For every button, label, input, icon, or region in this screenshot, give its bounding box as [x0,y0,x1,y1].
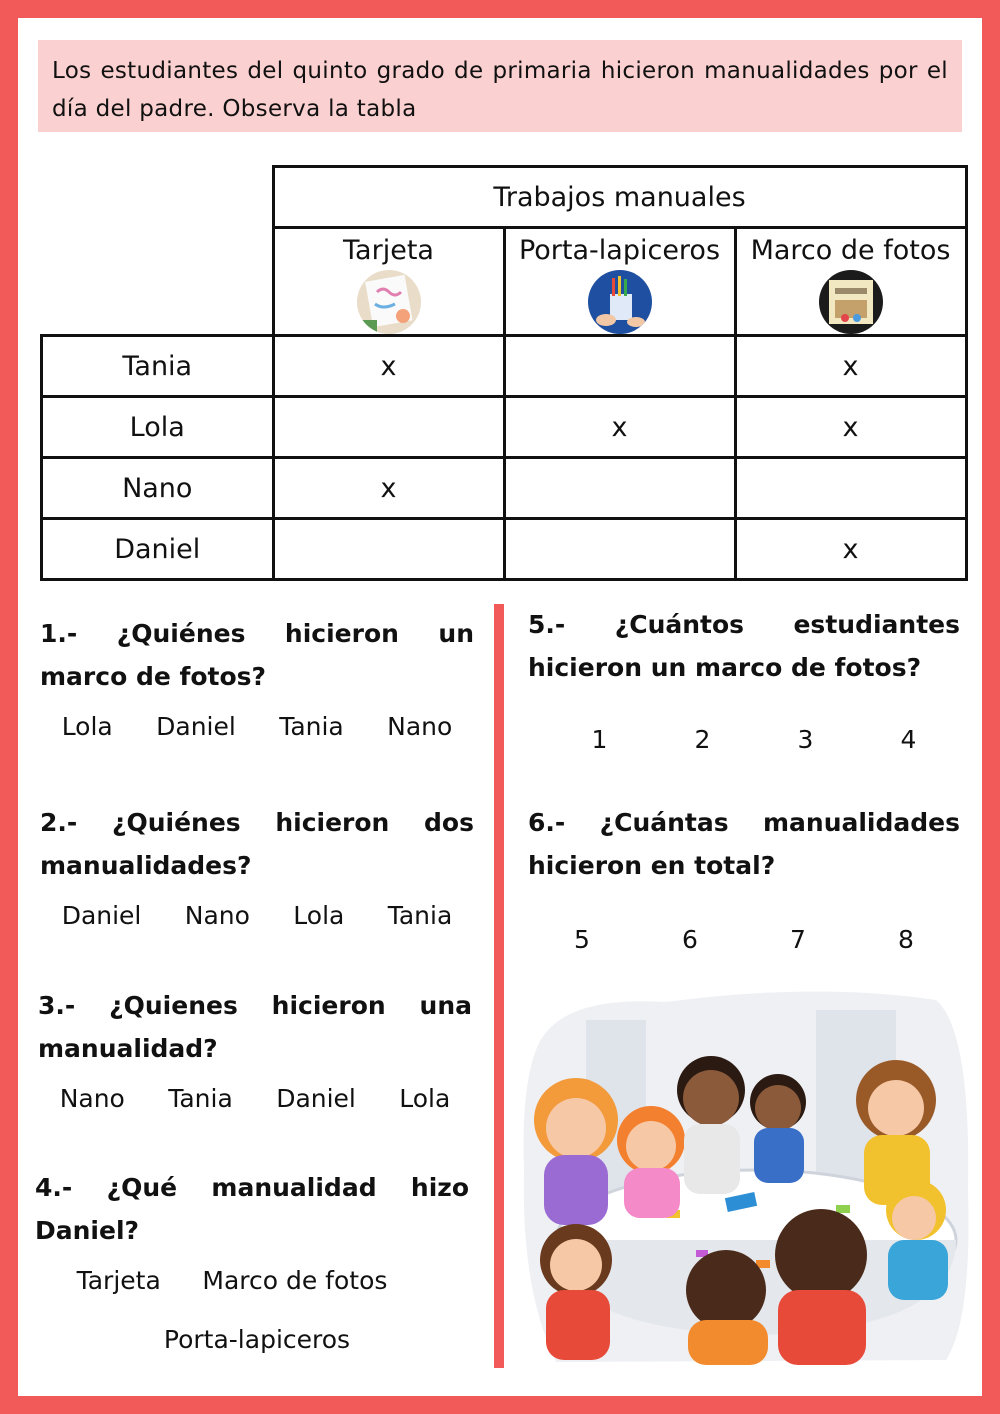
photo-frame-photo-icon [819,270,883,334]
answer-options [40,901,474,930]
column-header-tarjeta [273,228,504,336]
table-group-header: Trabajos manuales [273,167,966,228]
answer-option[interactable]: Daniel [61,901,142,930]
answer-options [40,712,474,741]
row-name-lola: Lola [42,397,274,458]
pencil-holder-photo-icon [588,270,652,334]
answer-option[interactable]: 3 [797,725,814,754]
mark-cell [735,458,966,519]
answer-option[interactable]: Nano [184,901,250,930]
column-header-marco-de-fotos [735,228,966,336]
mark-cell: x [735,397,966,458]
mark-cell [273,519,504,580]
answer-option[interactable]: 5 [574,925,590,954]
answer-option[interactable]: Lola [399,1084,451,1113]
answer-options [35,1325,469,1354]
answer-option[interactable]: 7 [790,925,806,954]
question-text: 5.- ¿Cuántos estudiantes hicieron un marco de fotos? [528,610,960,682]
answer-option[interactable]: Daniel [276,1084,356,1113]
children-crafting-illustration [516,990,974,1368]
answer-option[interactable]: Marco de fotos [202,1266,388,1295]
answer-option[interactable]: 6 [682,925,698,954]
crafts-table [40,165,968,581]
answer-options [38,1084,472,1113]
row-name-daniel: Daniel [42,519,274,580]
answer-option[interactable]: Nano [387,712,453,741]
mark-cell: x [735,519,966,580]
answer-option[interactable]: Tania [387,901,453,930]
answer-option[interactable]: Tarjeta [76,1266,161,1295]
answer-option[interactable]: Lola [61,712,113,741]
question-text: 1.- ¿Quiénes hicieron un marco de fotos? [40,619,474,691]
mark-cell [504,458,735,519]
answer-option[interactable]: 2 [694,725,711,754]
question-text: 2.- ¿Quiénes hicieron dos manualidades? [40,808,474,880]
column-label: Tarjeta [343,235,434,266]
mark-cell [504,519,735,580]
row-name-nano: Nano [42,458,274,519]
mark-cell [273,397,504,458]
answer-option[interactable]: Tania [168,1084,233,1113]
question-text: 3.- ¿Quienes hicieron una manualidad? [38,991,472,1063]
answer-option[interactable]: 1 [591,725,608,754]
row-name-tania: Tania [42,336,274,397]
intro-text: Los estudiantes del quinto grado de primaria hicieron manualidades por el día del padre. Observa la tabla [38,40,962,132]
answer-option[interactable]: Daniel [156,712,236,741]
mark-cell [504,336,735,397]
answer-option[interactable]: Lola [293,901,345,930]
question-1 [40,612,474,741]
question-6 [528,801,960,954]
answer-option[interactable]: Tania [279,712,344,741]
answer-option[interactable]: Nano [59,1084,125,1113]
column-divider [494,604,504,1368]
greeting-card-photo-icon [357,270,421,334]
answer-option[interactable]: 4 [900,725,917,754]
question-text: 6.- ¿Cuántas manualidades hicieron en total? [528,808,960,880]
mark-cell: x [273,336,504,397]
mark-cell: x [735,336,966,397]
question-3 [38,984,472,1113]
question-2 [40,801,474,930]
column-label: Porta-lapiceros [518,235,721,266]
mark-cell: x [504,397,735,458]
answer-options [528,725,960,754]
mark-cell: x [273,458,504,519]
question-5 [528,603,960,754]
answer-option[interactable]: 8 [898,925,914,954]
column-header-porta-lapiceros [504,228,735,336]
answer-option[interactable]: Porta-lapiceros [163,1325,351,1354]
answer-options [528,925,960,954]
question-4 [35,1166,469,1354]
answer-options [35,1266,469,1295]
question-text: 4.- ¿Qué manualidad hizo Daniel? [35,1173,469,1245]
column-label: Marco de fotos [750,235,951,266]
